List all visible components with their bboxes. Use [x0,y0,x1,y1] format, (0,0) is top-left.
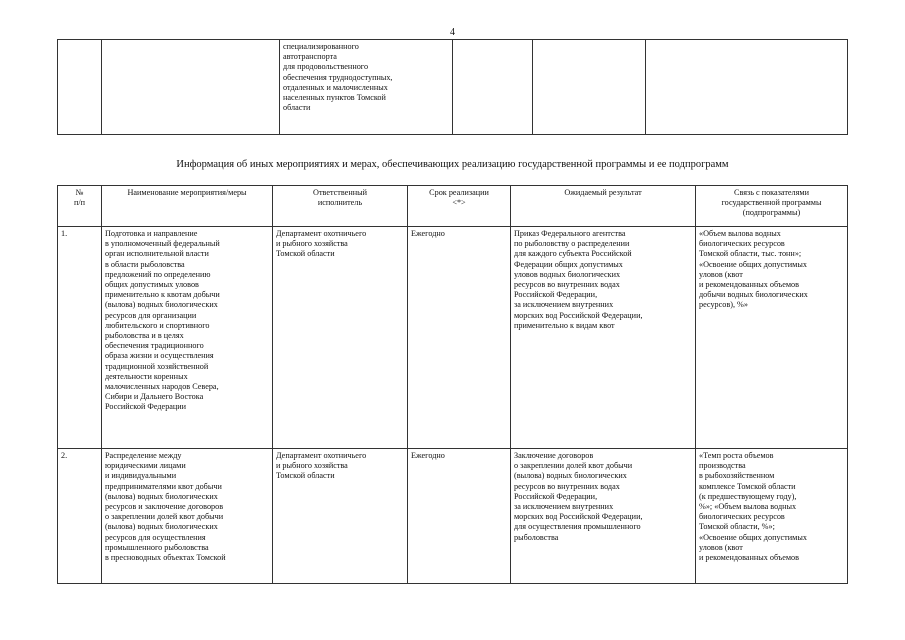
cell-num: 1. [58,227,102,449]
table-cell [102,40,280,135]
table-row [58,40,848,135]
cell-executor: Департамент охотничьего и рыбного хозяйства Томской области [273,449,408,584]
cell-num: 2. [58,449,102,584]
cell-link: «Объем вылова водных биологических ресурсов Томской области, тыс. тонн»; «Освоение общих допустимых уловов (квот и рекомендованных объемов добычи водных биологических ресурсов), %» [696,227,848,449]
table-row [58,227,848,449]
header-name: Наименование мероприятия/меры [102,186,273,227]
table-row [58,449,848,584]
table-cell: специализированного автотранспорта для продовольственного обеспечения труднодоступных, отдаленных и малочисленных населенных пунктов Томской области [280,40,453,135]
cell-executor: Департамент охотничьего и рыбного хозяйства Томской области [273,227,408,449]
header-result: Ожидаемый результат [511,186,696,227]
header-num: № п/п [58,186,102,227]
header-executor: Ответственный исполнитель [273,186,408,227]
table-cell [453,40,533,135]
header-term: Срок реализации <*> [408,186,511,227]
table-cell [58,40,102,135]
cell-link: «Темп роста объемов производства в рыбохозяйственном комплексе Томской области (к предшествующему году), %»; «Объем вылова водных биологических ресурсов Томской области, %»; «Освоение общих допустимых уловов (квот и рекомендованных объемов [696,449,848,584]
table-cell [646,40,848,135]
header-link: Связь с показателями государственной программы (подпрограммы) [696,186,848,227]
continued-table [57,39,848,135]
page-number: 4 [450,27,455,38]
cell-name: Подготовка и направление в уполномоченный федеральный орган исполнительной власти в области рыболовства предложений по определению общих допустимых уловов применительно к квотам добычи (вылова) водных биологических ресурсов для организации любительского и спортивного рыболовства и в целях обеспечения традиционного образа жизни и осуществления традиционной хозяйственной деятельности коренных малочисленных народов Севера, Сибири и Дальнего Востока Российской Федерации [102,227,273,449]
cell-name: Распределение между юридическими лицами и индивидуальными предпринимателями квот добычи (вылова) водных биологических ресурсов и заключение договоров о закреплении долей квот добычи (вылова) водных биологических ресурсов для осуществления промышленного рыболовства в пресноводных объектах Томской [102,449,273,584]
cell-term: Ежегодно [408,227,511,449]
cell-result: Заключение договоров о закреплении долей квот добычи (вылова) водных биологических ресурсов во внутренних водах Российской Федерации, за исключением внутренних морских вод Российской Федерации, для осуществления промышленного рыболовства [511,449,696,584]
section-title: Информация об иных мероприятиях и мерах, обеспечивающих реализацию государственной программы и ее подпрограмм [176,159,729,170]
cell-result: Приказ Федерального агентства по рыболовству о распределении для каждого субъекта Российской Федерации общих допустимых уловов водных биологических ресурсов во внутренних водах Российской Федерации, за исключением внутренних морских вод Российской Федерации, применительно к видам квот [511,227,696,449]
table-header-row [58,186,848,227]
table-cell [533,40,646,135]
measures-table [57,185,848,584]
cell-term: Ежегодно [408,449,511,584]
